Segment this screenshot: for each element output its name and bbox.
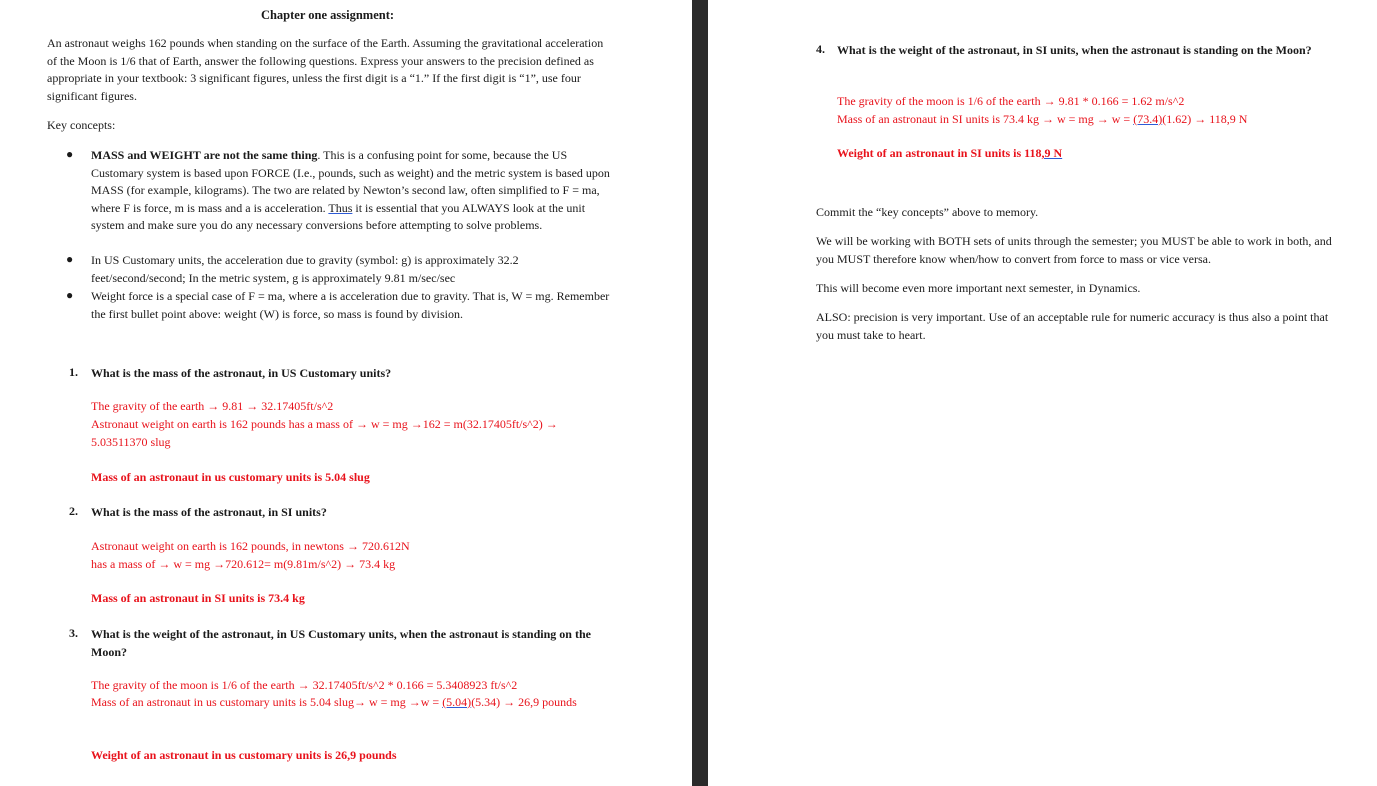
bullet-text-3: Weight force is a special case of F = ma, where a is acceleration due to gravity. That is, W = mg. Remember the first bullet point above: weight (W) is force, so mass is found by division. [91, 289, 610, 321]
bullet-dot-icon: ● [66, 147, 74, 161]
thus-word: Thus [328, 200, 353, 215]
q1-work-line-2: Astronaut weight on earth is 162 pounds has a mass of → w = mg →162 = m(32.17405ft/s^2) → 5.03511370 slug [91, 417, 558, 449]
q3-work-line-1: The gravity of the moon is 1/6 of the earth → 32.17405ft/s^2 * 0.166 = 5.3408923 ft/s^2 [91, 678, 518, 692]
note-3: This will become even more important next semester, in Dynamics. [816, 281, 1141, 295]
question-1-number: 1. [69, 365, 78, 379]
question-4-number: 4. [816, 42, 825, 56]
q1-answer: Mass of an astronaut in us customary units is 5.04 slug [91, 470, 370, 484]
note-2: We will be working with BOTH sets of units through the semester; you MUST be able to work in both, and you MUST therefore know when/how to convert from force to mass or vice versa. [816, 234, 1332, 266]
q3-underlined-value: (5.04) [442, 695, 472, 709]
q4-answer-underlined: ,9 N [1041, 146, 1063, 160]
q1-work-line-1: The gravity of the earth → 9.81 → 32.17405ft/s^2 [91, 399, 334, 413]
bullet-dot-icon: ● [66, 288, 74, 302]
note-4: ALSO: precision is very important. Use of an acceptable rule for numeric accuracy is thus also a point that you must take to heart. [816, 310, 1329, 342]
q3-work-text: Mass of an astronaut in us customary units is 5.04 slug→ w = mg →w = [91, 695, 443, 709]
question-4-text: What is the weight of the astronaut, in SI units, when the astronaut is standing on the Moon? [837, 43, 1312, 57]
q3-answer: Weight of an astronaut in us customary units is 26,9 pounds [91, 748, 397, 762]
key-concepts-label: Key concepts: [47, 118, 116, 132]
question-1-text: What is the mass of the astronaut, in US Customary units? [91, 366, 392, 380]
question-2-text: What is the mass of the astronaut, in SI units? [91, 505, 327, 519]
note-1: Commit the “key concepts” above to memory. [816, 205, 1039, 219]
q4-work-text: (1.62) → 118,9 N [1162, 112, 1248, 126]
q3-work-text: (5.34) → 26,9 pounds [471, 695, 577, 709]
bullet-text-1 [91, 147, 611, 235]
bullet-dot-icon: ● [66, 252, 74, 266]
page-gutter [692, 0, 708, 786]
q2-answer: Mass of an astronaut in SI units is 73.4 kg [91, 591, 305, 605]
q2-work-line-2: has a mass of → w = mg →720.612= m(9.81m/s^2) → 73.4 kg [91, 557, 396, 571]
question-3-number: 3. [69, 626, 78, 640]
q2-work-line-1: Astronaut weight on earth is 162 pounds, in newtons → 720.612N [91, 539, 410, 553]
q4-work-text: Mass of an astronaut in SI units is 73.4 kg → w = mg → w = [837, 112, 1134, 126]
question-2-number: 2. [69, 504, 78, 518]
page-title: Chapter one assignment: [260, 8, 395, 22]
q4-work-line-2 [837, 111, 1357, 129]
bullet-lead: MASS and WEIGHT are not the same thing [91, 148, 318, 162]
question-3-text: What is the weight of the astronaut, in US Customary units, when the astronaut is standing on the Moon? [91, 627, 591, 659]
bullet-text-part: it is essential that you ALWAYS look at the unit system and make sure you do any necessary conversions before attempting to solve problems. [91, 200, 586, 233]
intro-paragraph: An astronaut weighs 162 pounds when standing on the surface of the Earth. Assuming the gravitational acceleration of the Moon is 1/6 that of Earth, answer the following questions. Express your answers to the precision defined as appropriate in your textbook: 3 significant figures, unless the first digit is a “1.” If the first digit is “1”, use four significant figures. [47, 36, 604, 103]
document-page-right [708, 0, 1377, 786]
bullet-text-part: . This is a confusing point for some, because the US Customary system is based upon FORCE (I.e., pounds, such as weight) and the metric system is based upon MASS (for example, kilograms). The two are related by Newton’s second law, often simplified to F = ma, where F is force, m is mass and a is acceleration. [91, 148, 610, 215]
q4-answer [837, 145, 1357, 163]
q4-work-line-1: The gravity of the moon is 1/6 of the earth → 9.81 * 0.166 = 1.62 m/s^2 [837, 94, 1185, 108]
q4-underlined-value: (73.4) [1133, 112, 1163, 126]
bullet-text-2: In US Customary units, the acceleration due to gravity (symbol: g) is approximately 32.2 feet/second/second; In the metric system, g is approximately 9.81 m/sec/sec [91, 253, 519, 285]
q4-answer-text: Weight of an astronaut in SI units is 118 [837, 146, 1042, 160]
q3-work-line-2 [91, 694, 591, 712]
